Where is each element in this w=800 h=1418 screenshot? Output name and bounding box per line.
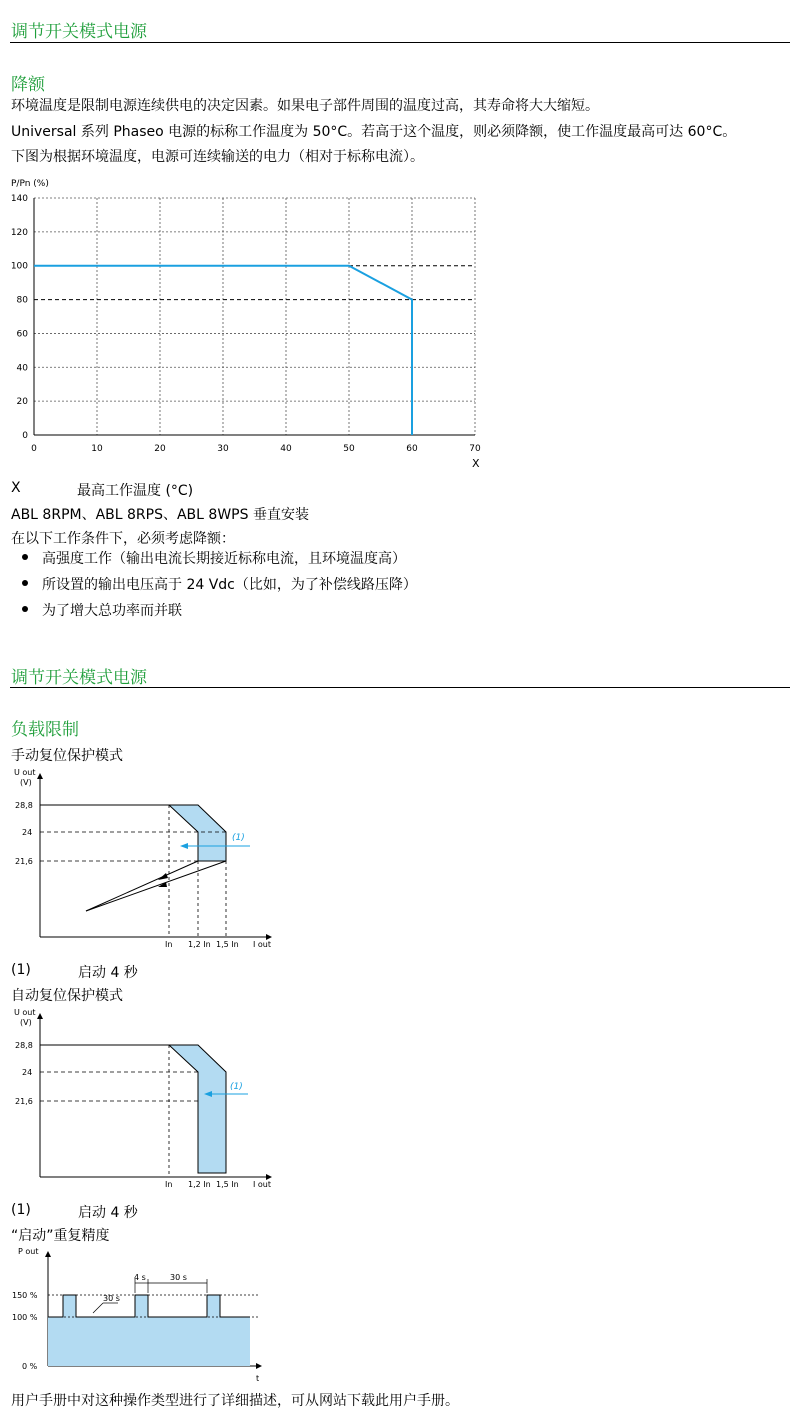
paragraph-line: Universal 系列 Phaseo 电源的标称工作温度为 50°C。若高于这个温度，则必须降额，使工作温度最高可达 60°C。 (11, 124, 737, 140)
y-tick: 28,8 (15, 801, 33, 810)
subsection-title-derating: 降额 (11, 75, 45, 95)
auto-reset-chart (0, 1005, 800, 1195)
section-divider (10, 42, 790, 43)
manual-reset-chart (0, 765, 800, 955)
y-tick: 100 % (12, 1313, 38, 1322)
duration-label: 30 s (103, 1294, 120, 1303)
y-axis-label: P/Pn (%) (11, 179, 49, 189)
marker-label: (1) (232, 833, 245, 843)
x-tick-label: 70 (469, 444, 481, 454)
y-axis-label: U out (14, 1008, 36, 1017)
legend-key: X (11, 480, 21, 496)
conditions-intro: 在以下工作条件下，必须考虑降额： (11, 531, 235, 547)
x-tick: In (165, 1180, 173, 1189)
y-tick-label: 20 (16, 397, 28, 408)
x-axis-label: t (256, 1374, 260, 1383)
paragraph-line: 下图为根据环境温度，电源可连续输送的电力（相对于标称电流）。 (11, 149, 424, 165)
x-tick-label: 0 (31, 444, 37, 454)
x-tick: 1,5 In (216, 940, 239, 949)
paragraph-line: 环境温度是限制电源连续供电的决定因素。如果电子部件周围的温度过高，其寿命将大大缩短。 (11, 98, 599, 114)
y-tick: 28,8 (15, 1041, 33, 1050)
startup-title: “启动”重复精度 (11, 1228, 110, 1244)
note-value: 启动 4 秒 (78, 1205, 138, 1221)
marker-label: (1) (230, 1082, 243, 1092)
y-tick-label: 100 (10, 261, 28, 272)
list-item (22, 574, 417, 594)
y-tick-label: 40 (16, 363, 28, 374)
auto-reset-title: 自动复位保护模式 (11, 988, 123, 1004)
bullet-icon (22, 606, 28, 612)
x-tick-label: 40 (280, 444, 292, 454)
derating-chart (0, 170, 800, 470)
models-text: ABL 8RPM、ABL 8RPS、ABL 8WPS 垂直安装 (11, 507, 309, 523)
list-item-text: 所设置的输出电压高于 24 Vdc（比如，为了补偿线路压降） (42, 577, 417, 593)
y-tick-label: 80 (16, 295, 28, 306)
x-tick: In (165, 940, 173, 949)
x-tick-label: 10 (91, 444, 103, 454)
note-value: 启动 4 秒 (78, 965, 138, 981)
x-tick: I out (253, 1180, 272, 1189)
y-tick: 24 (22, 828, 33, 837)
y-axis-unit: (V) (20, 778, 32, 787)
y-axis-unit: (V) (20, 1018, 32, 1027)
subsection-title-load-limit: 负载限制 (11, 720, 79, 740)
y-tick-label: 120 (10, 227, 28, 238)
y-tick-label: 60 (16, 329, 28, 340)
y-axis-label: U out (14, 768, 36, 777)
x-axis-label: X (472, 457, 480, 470)
y-tick: 21,6 (15, 857, 33, 866)
list-item-text: 高强度工作（输出电流长期接近标称电流，且环境温度高） (42, 551, 406, 567)
y-tick: 0 % (22, 1362, 38, 1371)
y-tick-label: 140 (10, 194, 28, 204)
duration-label: 30 s (170, 1273, 187, 1282)
y-tick: 21,6 (15, 1097, 33, 1106)
x-tick-label: 20 (154, 444, 166, 454)
x-tick: 1,2 In (188, 940, 211, 949)
list-item (22, 548, 406, 568)
section-title: 调节开关模式电源 (11, 668, 147, 688)
x-tick: I out (253, 940, 272, 949)
startup-pulse-chart (0, 1243, 800, 1383)
list-item-text: 为了增大总功率而并联 (42, 603, 182, 619)
bullet-icon (22, 554, 28, 560)
legend-value: 最高工作温度 (°C) (77, 483, 194, 499)
y-tick: 24 (22, 1068, 33, 1077)
y-axis-label: P out (18, 1247, 39, 1256)
manual-reset-title: 手动复位保护模式 (11, 748, 123, 764)
y-tick: 150 % (12, 1291, 38, 1300)
bullet-icon (22, 580, 28, 586)
x-tick: 1,5 In (216, 1180, 239, 1189)
x-tick: 1,2 In (188, 1180, 211, 1189)
duration-label: 4 s (134, 1273, 146, 1282)
note-key: (1) (11, 962, 31, 978)
y-tick-label: 0 (22, 431, 28, 441)
list-item (22, 600, 182, 620)
section-title: 调节开关模式电源 (11, 22, 147, 42)
section-divider (10, 687, 790, 688)
footer-text: 用户手册中对这种操作类型进行了详细描述，可从网站下载此用户手册。 (11, 1393, 459, 1409)
x-tick-label: 60 (406, 444, 418, 454)
x-tick-label: 30 (217, 444, 229, 454)
note-key: (1) (11, 1202, 31, 1218)
x-tick-label: 50 (343, 444, 355, 454)
